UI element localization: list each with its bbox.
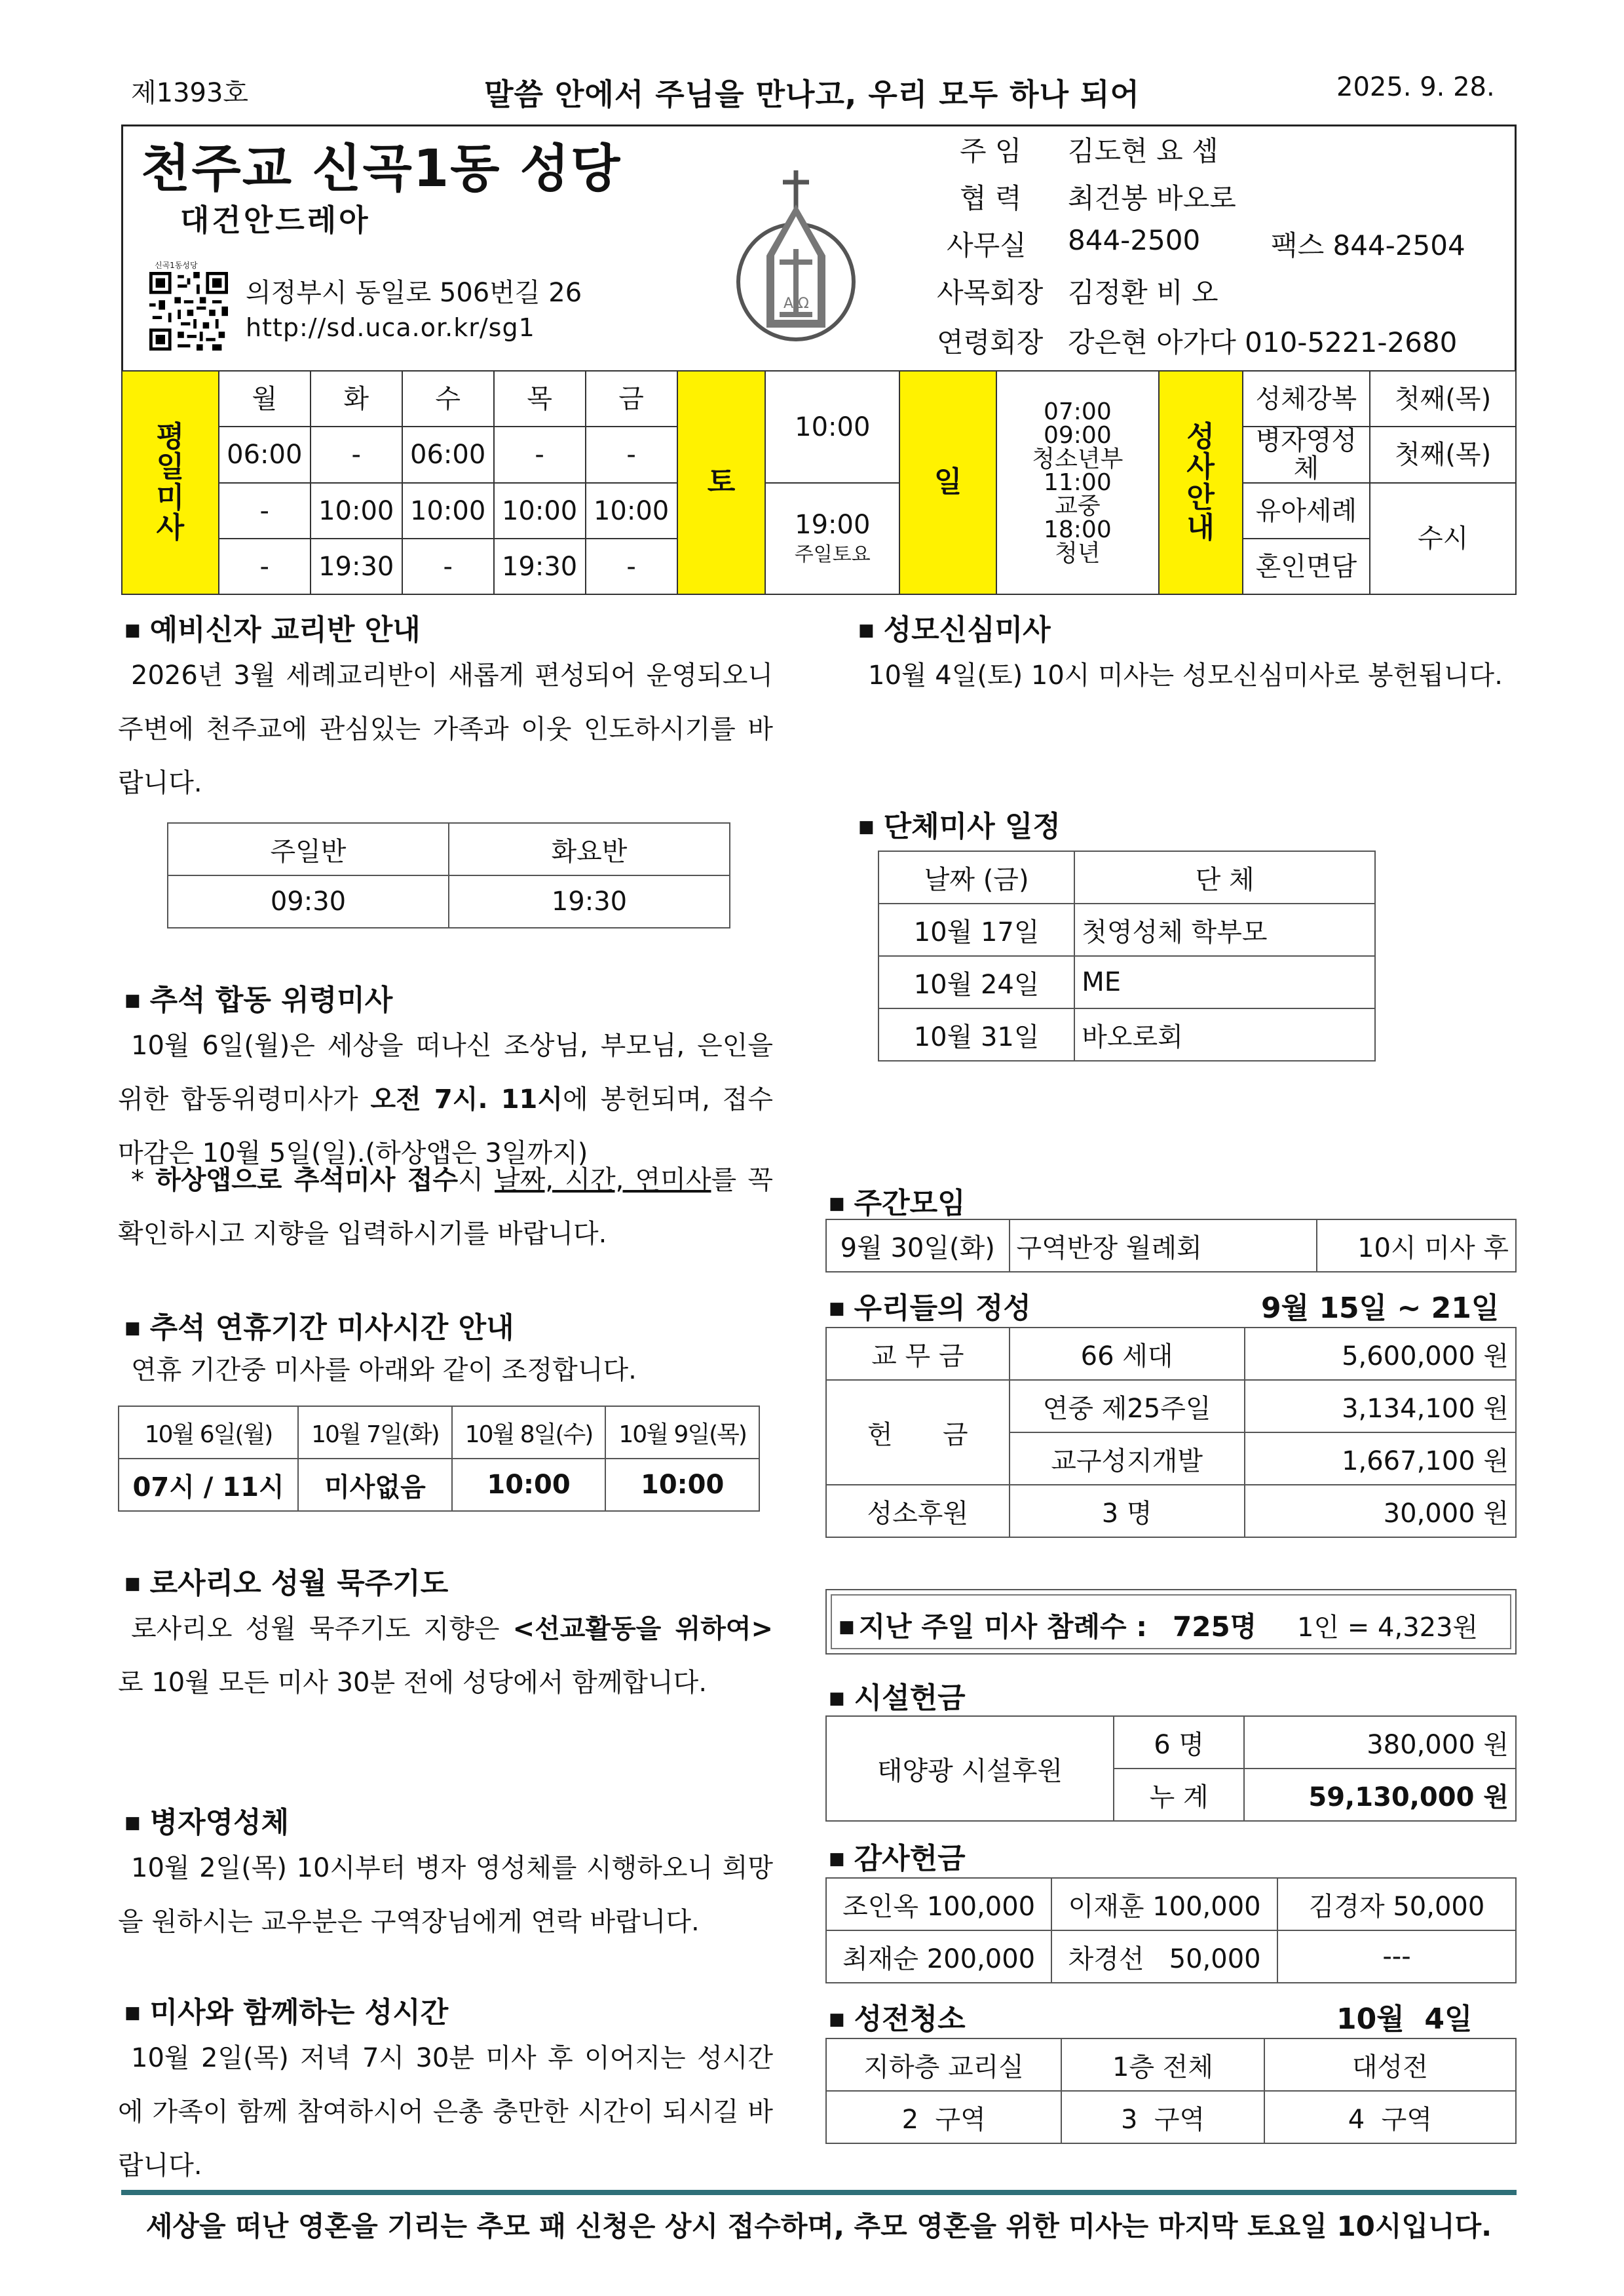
offering-label: 교 무 금 [826,1328,1010,1380]
offering-amount: 3,134,100 원 [1245,1380,1516,1432]
sick-communion-text: 10월 2일(목) 10시부터 병자 영성체를 시행하오니 희망을 원하시는 교우분은 구역장님에게 연락 바랍니다. [118,1853,773,1937]
day-fri: 금 [586,371,677,427]
day-mon: 월 [219,371,311,427]
svg-text:A: A [784,296,794,312]
day-thu: 목 [494,371,586,427]
mass-time: - [311,427,402,483]
cleaning-area: 1층 전체 [1061,2038,1264,2091]
cleaning-group: 3 구역 [1061,2091,1264,2143]
footer-divider [121,2190,1517,2195]
patron-saint: 대건안드레아 [180,202,371,238]
thanks-entry: --- [1277,1930,1516,1983]
thanks-entry: 최재순 200,000 [826,1930,1051,1983]
slogan: 말씀 안에서 주님을 만나고, 우리 모두 하나 되어 [484,77,1140,112]
church-url[interactable]: http://sd.uca.or.kr/sg1 [246,313,535,342]
meeting-time: 10시 미사 후 [1317,1219,1516,1272]
chuseok-app-note: * 하상앱으로 추석미사 접수시 날짜, 시간, 연미사를 꼭 확인하시고 지향을 입력하시기를 바랍니다. [118,1165,774,1249]
saturday-label: 토 [677,371,766,594]
section-title-holy-hour: ■ 미사와 함께하는 성시간 [124,1996,449,2029]
qr-caption: 신곡1동성당 [155,261,198,270]
thanks-entry: 차경선 50,000 [1051,1930,1277,1983]
holiday-date: 10월 6일(월) [119,1406,298,1459]
facility-amount: 380,000 원 [1244,1716,1516,1769]
group-mass-date: 10월 24일 [878,956,1074,1008]
holy-hour-text: 10월 2일(목) 저녁 7시 30분 미사 후 이어지는 성시간에 가족이 함께 참여하시어 은총 충만한 시간이 되시길 바랍니다. [118,2043,773,2181]
mass-schedule-table [121,370,1517,595]
qr-code-icon[interactable] [149,272,228,351]
offering-desc: 교구성지개발 [1010,1432,1245,1485]
sacrament-when: 첫째(목) [1370,371,1516,427]
section-title-thanks: ■ 감사헌금 [829,1842,966,1875]
footer-notice: 세상을 떠난 영혼을 기리는 추모 패 신청은 상시 접수하며, 추모 영혼을 위한 미사는 마지막 토요일 10시입니다. [145,2210,1492,2242]
staff-role-office: 사무실 [947,229,1027,261]
sunday-times: 07:00 09:00 청소년부 11:00 교중 18:00 청년 [996,371,1159,594]
group-mass-header: 날짜 (금) [878,851,1074,904]
attendance-per-person: 1인 = 4,323원 [1297,1613,1479,1643]
mass-time: 10:00 [311,483,402,539]
group-mass-table [878,851,1376,1062]
cleaning-table [825,2038,1517,2144]
section-title-cleaning: ■ 성전청소 [829,2002,966,2036]
thanks-entry: 김경자 50,000 [1277,1878,1516,1930]
staff-name-pastor: 김도현 요 셉 [1068,135,1218,167]
church-address: 의정부시 동일로 506번길 26 [246,278,582,308]
sacrament-when: 수시 [1370,483,1516,594]
sacrament-guide-label: 성 사 안 내 [1159,371,1243,594]
mass-time: 19:30 [494,539,586,594]
offering-label: 헌 금 [826,1380,1010,1485]
catechumen-table [167,822,730,928]
cleaning-date: 10월 4일 [1336,2002,1473,2036]
staff-role-funeral: 연령회장 [937,326,1044,358]
section-title-sick-communion: ■ 병자영성체 [124,1806,290,1839]
attendance-label: ■ 지난 주일 미사 참례수 : [839,1611,1148,1643]
group-mass-date: 10월 31일 [878,1008,1074,1061]
section-title-marian-mass: ■ 성모신심미사 [858,613,1051,647]
section-title-catechumen: ■ 예비신자 교리반 안내 [124,613,421,647]
holiday-date: 10월 7일(화) [298,1406,452,1459]
issue-number: 제1393호 [131,78,249,108]
section-title-offering: ■ 우리들의 정성 [829,1292,1031,1325]
group-mass-group: 바오로회 [1074,1008,1375,1061]
svg-text:Ω: Ω [798,296,809,312]
facility-desc: 누 계 [1114,1769,1245,1821]
chuseok-mass-text: 10월 6일(월)은 세상을 떠나신 조상님, 부모님, 은인을 위한 합동위령미사가 오전 7시. 11시에 봉헌되며, 접수 마감은 10월 5일(일).(하상앱은 3일까지) [118,1031,773,1168]
thanks-table [825,1877,1517,1983]
facility-desc: 6 명 [1114,1716,1245,1769]
section-title-weekly-meeting: ■ 주간모임 [829,1187,966,1220]
group-mass-date: 10월 17일 [878,904,1074,956]
holiday-time: 미사없음 [298,1459,452,1511]
facility-total: 59,130,000 원 [1244,1769,1516,1821]
class-header: 주일반 [168,823,449,875]
section-title-chuseok-mass: ■ 추석 합동 위령미사 [124,984,393,1017]
day-wed: 수 [402,371,494,427]
offering-label: 성소후원 [826,1485,1010,1537]
offering-period: 9월 15일 ~ 21일 [1261,1292,1500,1325]
mass-time: - [586,539,677,594]
holiday-time: 10:00 [605,1459,759,1511]
catechumen-text: 2026년 3월 세례교리반이 새롭게 편성되어 운영되오니 주변에 천주교에 관심있는 가족과 이웃 인도하시기를 바랍니다. [118,660,773,798]
mass-time: - [219,539,311,594]
sacrament-name: 성체강복 [1243,371,1370,427]
weekday-mass-label: 평 일 미 사 [122,371,219,594]
cleaning-area: 지하층 교리실 [826,2038,1061,2091]
meeting-name: 구역반장 월례회 [1010,1219,1317,1272]
church-emblem-icon [727,164,865,347]
issue-date: 2025. 9. 28. [1336,72,1495,102]
staff-role-pastor: 주 임 [960,135,1022,167]
holiday-time: 10:00 [452,1459,606,1511]
group-mass-header: 단 체 [1074,851,1375,904]
section-title-facility: ■ 시설헌금 [829,1681,966,1715]
sacrament-name: 유아세례 [1243,483,1370,539]
facility-table [825,1715,1517,1822]
church-name: 천주교 신곡1동 성당 [141,140,622,199]
offering-amount: 5,600,000 원 [1245,1328,1516,1380]
holiday-date: 10월 9일(목) [605,1406,759,1459]
staff-name-council: 김정환 비 오 [1068,277,1218,309]
mass-time: - [219,483,311,539]
section-title-group-mass: ■ 단체미사 일정 [858,810,1061,843]
saturday-morning: 10:00 [765,371,899,483]
sacrament-name: 병자영성체 [1243,427,1370,483]
sunday-label: 일 [899,371,996,594]
attendance-count: 725명 [1173,1611,1257,1643]
office-fax: 팩스 844-2504 [1271,229,1465,261]
holiday-table [118,1406,760,1512]
meeting-date: 9월 30일(화) [826,1219,1010,1272]
cleaning-group: 2 구역 [826,2091,1061,2143]
sacrament-name: 혼인면담 [1243,539,1370,594]
holiday-date: 10월 8일(수) [452,1406,606,1459]
thanks-entry: 이재훈 100,000 [1051,1878,1277,1930]
class-time: 19:30 [449,875,730,928]
sacrament-when: 첫째(목) [1370,427,1516,483]
marian-mass-text: 10월 4일(토) 10시 미사는 성모신심미사로 봉헌됩니다. [868,660,1503,691]
mass-time: 19:30 [311,539,402,594]
office-phone: 844-2500 [1068,224,1201,256]
mass-time: - [586,427,677,483]
mass-time: - [494,427,586,483]
mass-time: 10:00 [586,483,677,539]
saturday-evening: 19:00 주일토요 [765,483,899,594]
mass-time: 10:00 [402,483,494,539]
cleaning-group: 4 구역 [1264,2091,1516,2143]
section-title-rosary: ■ 로사리오 성월 묵주기도 [124,1567,449,1600]
mass-time: 06:00 [219,427,311,483]
mass-time: - [402,539,494,594]
staff-role-council: 사목회장 [937,277,1044,309]
staff-name-assistant: 최건봉 바오로 [1068,182,1236,214]
offering-amount: 30,000 원 [1245,1485,1516,1537]
offering-desc: 66 세대 [1010,1328,1245,1380]
section-title-holiday: ■ 추석 연휴기간 미사시간 안내 [124,1311,514,1345]
offering-desc: 연중 제25주일 [1010,1380,1245,1432]
holiday-text: 연휴 기간중 미사를 아래와 같이 조정합니다. [131,1355,637,1385]
thanks-entry: 조인옥 100,000 [826,1878,1051,1930]
weekly-meeting-table [825,1219,1517,1272]
class-header: 화요반 [449,823,730,875]
offering-table [825,1327,1517,1538]
facility-label: 태양광 시설후원 [826,1716,1114,1821]
offering-desc: 3 명 [1010,1485,1245,1537]
day-tue: 화 [311,371,402,427]
class-time: 09:30 [168,875,449,928]
mass-time: 10:00 [494,483,586,539]
group-mass-group: ME [1074,956,1375,1008]
holiday-time: 07시 / 11시 [119,1459,298,1511]
mass-time: 06:00 [402,427,494,483]
staff-name-funeral: 강은현 아가다 010-5221-2680 [1068,326,1458,358]
cleaning-area: 대성전 [1264,2038,1516,2091]
rosary-text: 로사리오 성월 묵주기도 지향은 <선교활동을 위하여>로 10월 모든 미사 30분 전에 성당에서 함께합니다. [118,1614,774,1698]
offering-amount: 1,667,100 원 [1245,1432,1516,1485]
staff-role-assistant: 협 력 [960,182,1022,214]
group-mass-group: 첫영성체 학부모 [1074,904,1375,956]
